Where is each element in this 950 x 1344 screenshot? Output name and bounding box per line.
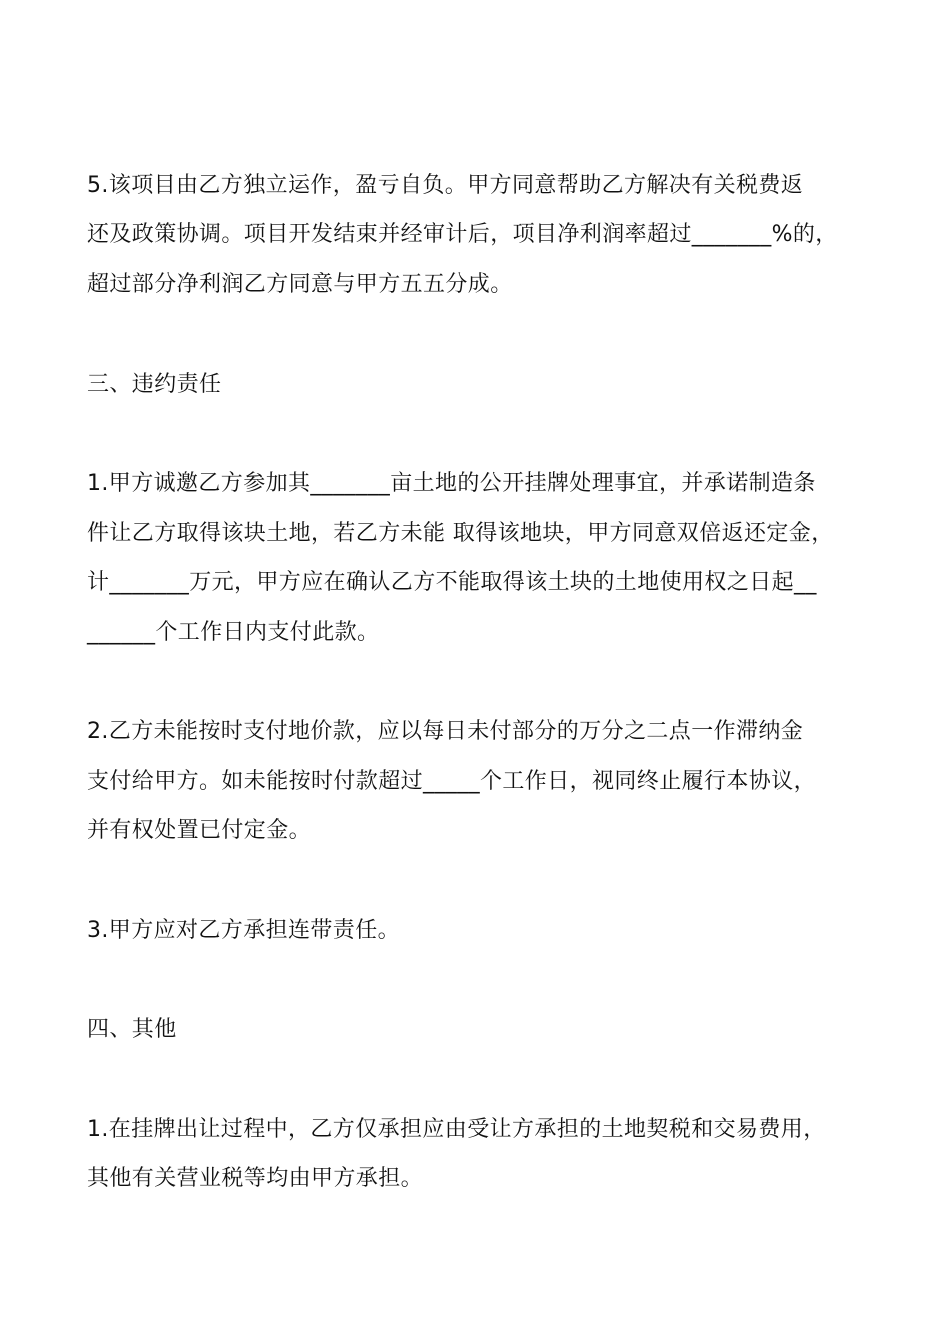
- section-3-item-1-line-2: 件让乙方取得该块土地，若乙方未能 取得该地块，甲方同意双倍返还定金，: [87, 521, 834, 546]
- section-3-item-2-line-1: 2.乙方未能按时支付地价款，应以每日未付部分的万分之二点一作滞纳金: [87, 719, 804, 744]
- section-3-item-2-line-3: 并有权处置已付定金。: [87, 818, 312, 843]
- section-3-item-1-line-3: 计_______万元，甲方应在确认乙方不能取得该土块的土地使用权之日起__: [87, 570, 817, 595]
- section-3-item-1-line-1: 1.甲方诚邀乙方参加其_______亩土地的公开挂牌处理事宜，并承诺制造条: [87, 471, 816, 496]
- section-3-item-1-line-4: ______个工作日内支付此款。: [87, 620, 380, 645]
- section-4-item-1-line-1: 1.在挂牌出让过程中，乙方仅承担应由受让方承担的土地契税和交易费用，: [87, 1117, 826, 1142]
- section-4-heading: 四、其他: [87, 1017, 177, 1042]
- section-4-item-1-line-2: 其他有关营业税等均由甲方承担。: [87, 1166, 424, 1191]
- clause-5-line-2: 还及政策协调。项目开发结束并经审计后，项目净利润率超过_______%的，: [87, 222, 838, 247]
- section-3-heading: 三、违约责任: [87, 372, 222, 397]
- section-3-item-2-line-2: 支付给甲方。如未能按时付款超过_____个工作日，视同终止履行本协议，: [87, 769, 817, 794]
- section-3-item-3-line-1: 3.甲方应对乙方承担连带责任。: [87, 918, 400, 943]
- clause-5-line-3: 超过部分净利润乙方同意与甲方五五分成。: [87, 272, 513, 297]
- clause-5-line-1: 5.该项目由乙方独立运作，盈亏自负。甲方同意帮助乙方解决有关税费返: [87, 173, 804, 198]
